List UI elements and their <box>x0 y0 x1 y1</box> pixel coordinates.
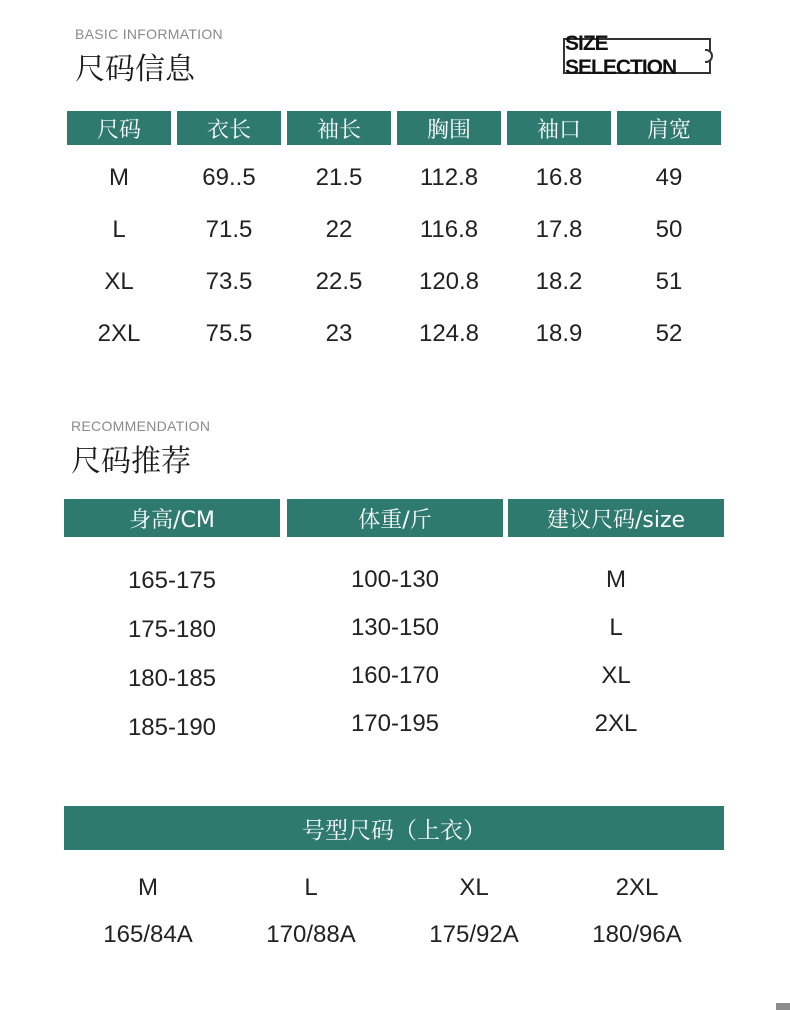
table-cell: XL <box>601 662 631 689</box>
table-cell: 23 <box>325 320 353 347</box>
model-size-code: 170/88A <box>266 921 356 948</box>
size-selection-tag <box>563 32 711 79</box>
header-shoulder: 肩宽 <box>617 111 721 145</box>
recommend-title: 尺码推荐 <box>71 444 191 479</box>
table-cell: 2XL <box>97 320 141 347</box>
table-cell: 2XL <box>594 710 638 737</box>
recommend-eyebrow: RECOMMENDATION <box>71 418 211 434</box>
table-cell: 71.5 <box>205 216 253 243</box>
header-chest: 胸围 <box>397 111 501 145</box>
table-cell: 112.8 <box>419 164 479 191</box>
table-cell: 50 <box>655 216 683 243</box>
table-cell: XL <box>104 268 134 295</box>
table-cell: 165-175 <box>127 567 217 594</box>
table-cell: 75.5 <box>205 320 253 347</box>
table-cell: 175-180 <box>127 616 217 643</box>
table-cell: 100-130 <box>350 566 440 593</box>
table-cell: L <box>112 216 126 243</box>
size-selection-label: SIZE SELECTION <box>565 32 677 79</box>
header-suggested-size: 建议尺码/size <box>508 499 724 537</box>
header-model-size: 号型尺码（上衣） <box>64 806 724 850</box>
table-cell: M <box>606 566 626 593</box>
table-cell: M <box>109 164 129 191</box>
table-cell: 16.8 <box>535 164 583 191</box>
table-cell: 130-150 <box>350 614 440 641</box>
model-size-label: M <box>138 874 158 901</box>
model-size-code: 180/96A <box>592 921 682 948</box>
table-cell: 73.5 <box>205 268 253 295</box>
header-sleeve: 袖长 <box>287 111 391 145</box>
basic-title: 尺码信息 <box>75 52 195 87</box>
basic-eyebrow: BASIC INFORMATION <box>75 26 223 42</box>
model-size-label: 2XL <box>615 874 659 901</box>
corner-mark <box>776 1003 790 1010</box>
table-cell: 17.8 <box>535 216 583 243</box>
header-weight: 体重/斤 <box>287 499 503 537</box>
table-cell: L <box>609 614 623 641</box>
table-cell: 18.2 <box>535 268 583 295</box>
model-size-code: 165/84A <box>103 921 193 948</box>
table-cell: 185-190 <box>127 714 217 741</box>
table-cell: 120.8 <box>418 268 480 295</box>
table-cell: 21.5 <box>315 164 363 191</box>
table-cell: 22 <box>325 216 353 243</box>
model-size-label: XL <box>459 874 489 901</box>
table-cell: 124.8 <box>418 320 480 347</box>
table-cell: 49 <box>655 164 683 191</box>
header-length: 衣长 <box>177 111 281 145</box>
header-size: 尺码 <box>67 111 171 145</box>
table-cell: 116.8 <box>419 216 479 243</box>
table-cell: 51 <box>655 268 683 295</box>
table-cell: 69..5 <box>202 164 256 191</box>
table-cell: 170-195 <box>350 710 440 737</box>
model-size-label: L <box>304 874 318 901</box>
table-cell: 180-185 <box>127 665 217 692</box>
header-cuff: 袖口 <box>507 111 611 145</box>
table-cell: 22.5 <box>315 268 363 295</box>
table-cell: 160-170 <box>350 662 440 689</box>
table-cell: 52 <box>655 320 683 347</box>
model-size-code: 175/92A <box>429 921 519 948</box>
table-cell: 18.9 <box>535 320 583 347</box>
header-height: 身高/CM <box>64 499 280 537</box>
tag-notch-icon <box>705 49 713 63</box>
